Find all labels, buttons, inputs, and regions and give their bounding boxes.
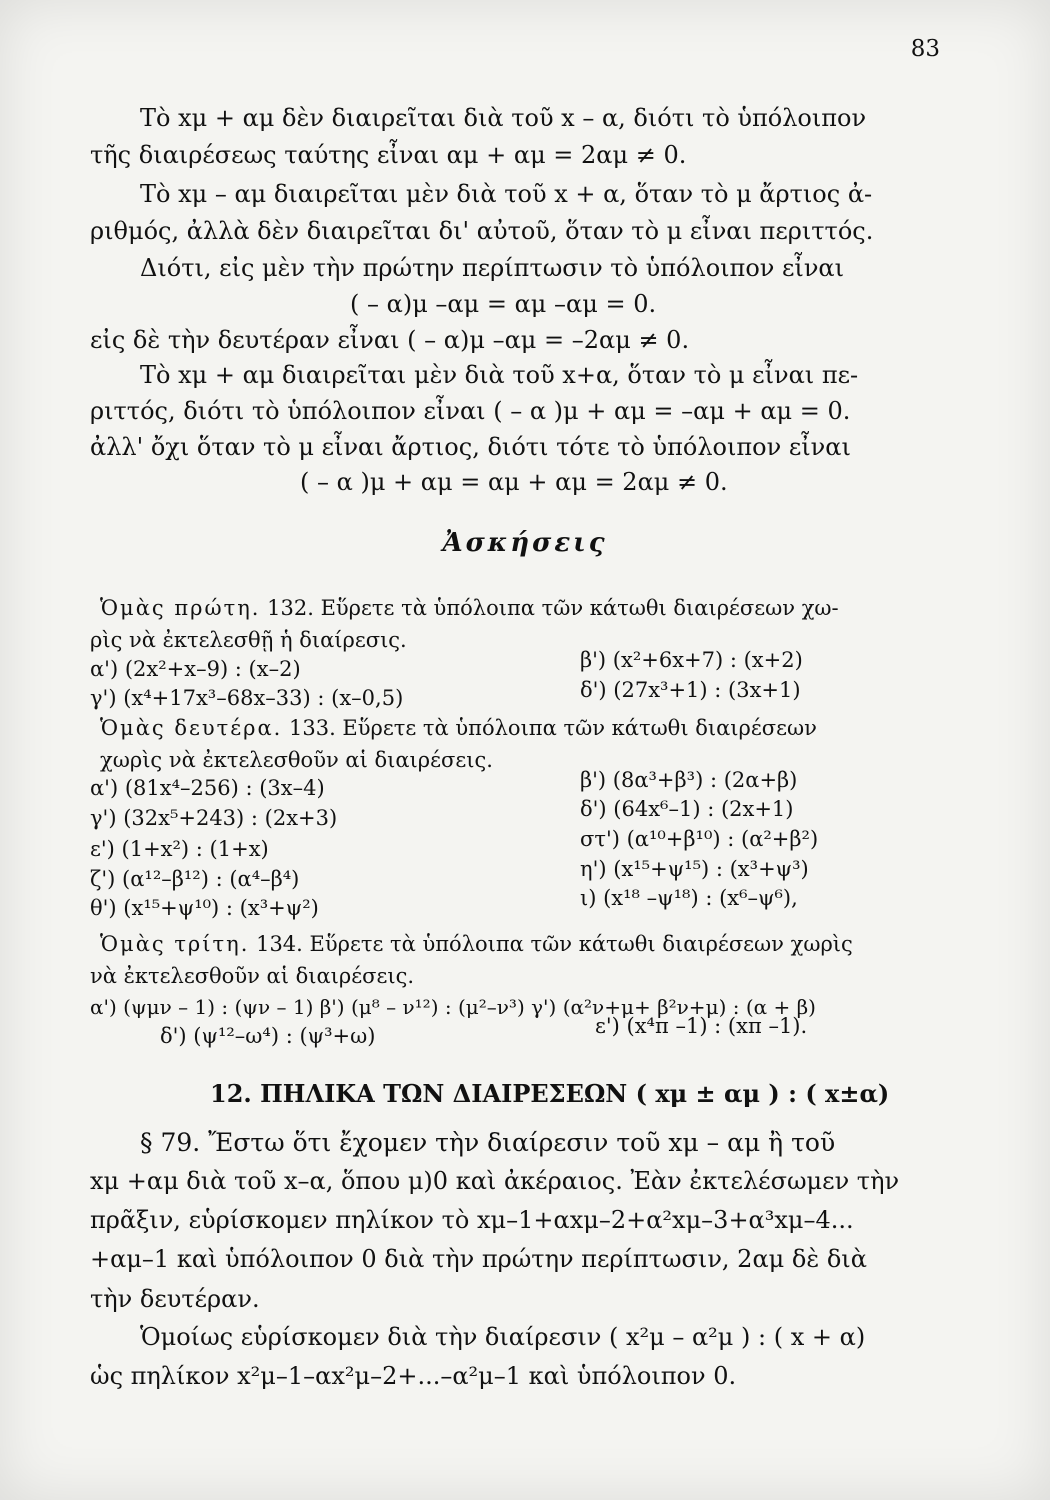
group-2-label: Ὁμὰς δευτέρα. bbox=[100, 716, 283, 740]
exercise-item: γ') (32x⁵+243) : (2x+3) bbox=[90, 806, 338, 830]
exercise-row: α') (ψμν – 1) : (ψν – 1) β') (μ⁸ – ν¹²) : (μ²–ν³) γ') (α²ν+μ+ β²ν+μ) : (α + β) bbox=[90, 995, 816, 1019]
text-line: Διότι, εἰς μὲν τὴν πρώτην περίπτωσιν τὸ ὑπόλοιπον εἶναι bbox=[140, 254, 845, 282]
exercise-item: δ') (ψ¹²–ω⁴) : (ψ³+ω) bbox=[160, 1024, 376, 1048]
group-2-heading bbox=[100, 716, 817, 741]
page-number: 83 bbox=[910, 36, 940, 62]
group-3-heading bbox=[100, 932, 853, 957]
group-2-instruction: 133. Εὕρετε τὰ ὑπόλοιπα τῶν κάτωθι διαιρέσεων bbox=[289, 716, 817, 740]
exercise-item: ι) (x¹⁸ –ψ¹⁸) : (x⁶–ψ⁶), bbox=[580, 886, 798, 910]
text-line: Ὁμοίως εὑρίσκομεν διὰ τὴν διαίρεσιν ( x²μ – α²μ ) : ( x + α) bbox=[140, 1323, 866, 1351]
text-line: εἰς δὲ τὴν δευτέραν εἶναι ( – α)μ –αμ = –2αμ ≠ 0. bbox=[90, 326, 690, 354]
group-3-label: Ὁμὰς τρίτη. bbox=[100, 932, 250, 956]
text-line: ριθμός, ἀλλὰ δὲν διαιρεῖται δι' αὐτοῦ, ὅταν τὸ μ εἶναι περιττός. bbox=[90, 217, 874, 245]
exercise-item: ε') (x⁴π –1) : (xπ –1). bbox=[595, 1014, 808, 1038]
text-line: ὡς πηλίκον x²μ–1–αx²μ–2+...–α²μ–1 καὶ ὑπόλοιπον 0. bbox=[90, 1362, 737, 1390]
group-1-heading bbox=[100, 596, 839, 621]
exercise-item: γ') (x⁴+17x³–68x–33) : (x–0,5) bbox=[90, 686, 404, 710]
group-1-instruction: 132. Εὕρετε τὰ ὑπόλοιπα τῶν κάτωθι διαιρέσεων χω- bbox=[267, 596, 839, 620]
exercise-item: ζ') (α¹²–β¹²) : (α⁴–β⁴) bbox=[90, 867, 300, 891]
exercise-item: δ') (64x⁶–1) : (2x+1) bbox=[580, 797, 794, 821]
exercise-item: στ') (α¹⁰+β¹⁰) : (α²+β²) bbox=[580, 827, 819, 851]
text-line: +αμ–1 καὶ ὑπόλοιπον 0 διὰ τὴν πρώτην περίπτωσιν, 2αμ δὲ διὰ bbox=[90, 1245, 867, 1273]
text-line: ριττός, διότι τὸ ὑπόλοιπον εἶναι ( – α )μ + αμ = –αμ + αμ = 0. bbox=[90, 397, 851, 425]
group-3-instruction: 134. Εὕρετε τὰ ὑπόλοιπα τῶν κάτωθι διαιρέσεων χωρὶς bbox=[256, 932, 853, 956]
text-line: Τὸ xμ + αμ δὲν διαιρεῖται διὰ τοῦ x – α, διότι τὸ ὑπόλοιπον bbox=[140, 104, 867, 132]
group-1-instruction-cont: ρὶς νὰ ἐκτελεσθῇ ἡ διαίρεσις. bbox=[90, 628, 407, 652]
text-line: Τὸ xμ – αμ διαιρεῖται μὲν διὰ τοῦ x + α, ὅταν τὸ μ ἄρτιος ἀ- bbox=[140, 180, 873, 208]
text-line: Τὸ xμ + αμ διαιρεῖται μὲν διὰ τοῦ x+α, ὅταν τὸ μ εἶναι πε- bbox=[140, 361, 859, 389]
text-line: τῆς διαιρέσεως ταύτης εἶναι αμ + αμ = 2αμ ≠ 0. bbox=[90, 141, 687, 169]
group-3-instruction-cont: νὰ ἐκτελεσθοῦν αἱ διαιρέσεις. bbox=[90, 964, 415, 988]
exercise-item: ε') (1+x²) : (1+x) bbox=[90, 837, 269, 861]
exercises-title: Ἀσκήσεις bbox=[442, 528, 608, 558]
exercise-item: β') (8α³+β³) : (2α+β) bbox=[580, 768, 798, 792]
exercise-item: η') (x¹⁵+ψ¹⁵) : (x³+ψ³) bbox=[580, 857, 809, 881]
exercise-item: α') (2x²+x–9) : (x–2) bbox=[90, 657, 301, 681]
text-line: xμ +αμ διὰ τοῦ x–α, ὅπου μ)0 καὶ ἀκέραιος. Ἐὰν ἐκτελέσωμεν τὴν bbox=[90, 1167, 900, 1195]
equation: ( – α )μ + αμ = αμ + αμ = 2αμ ≠ 0. bbox=[300, 468, 728, 496]
text-line: πρᾶξιν, εὑρίσκομεν πηλίκον τὸ xμ–1+αxμ–2+α²xμ–3+α³xμ–4... bbox=[90, 1206, 854, 1234]
exercise-item: α') (81x⁴–256) : (3x–4) bbox=[90, 776, 325, 800]
group-2-instruction-cont: χωρὶς νὰ ἐκτελεσθοῦν αἱ διαιρέσεις. bbox=[100, 748, 493, 772]
exercise-item: δ') (27x³+1) : (3x+1) bbox=[580, 678, 801, 702]
equation: ( – α)μ –αμ = αμ –αμ = 0. bbox=[350, 290, 657, 318]
section-heading: 12. ΠΗΛΙΚΑ ΤΩΝ ΔΙΑΙΡΕΣΕΩΝ ( xμ ± αμ ) : ( x±α) bbox=[210, 1079, 890, 1108]
exercise-item: β') (x²+6x+7) : (x+2) bbox=[580, 648, 803, 672]
text-line: § 79. Ἔστω ὅτι ἔχομεν τὴν διαίρεσιν τοῦ xμ – αμ ἢ τοῦ bbox=[140, 1128, 836, 1157]
text-line: τὴν δευτέραν. bbox=[90, 1285, 260, 1313]
exercise-item: θ') (x¹⁵+ψ¹⁰) : (x³+ψ²) bbox=[90, 896, 319, 920]
text-line: ἀλλ' ὄχι ὅταν τὸ μ εἶναι ἄρτιος, διότι τότε τὸ ὑπόλοιπον εἶναι bbox=[90, 433, 851, 461]
group-1-label: Ὁμὰς πρώτη. bbox=[100, 596, 261, 620]
